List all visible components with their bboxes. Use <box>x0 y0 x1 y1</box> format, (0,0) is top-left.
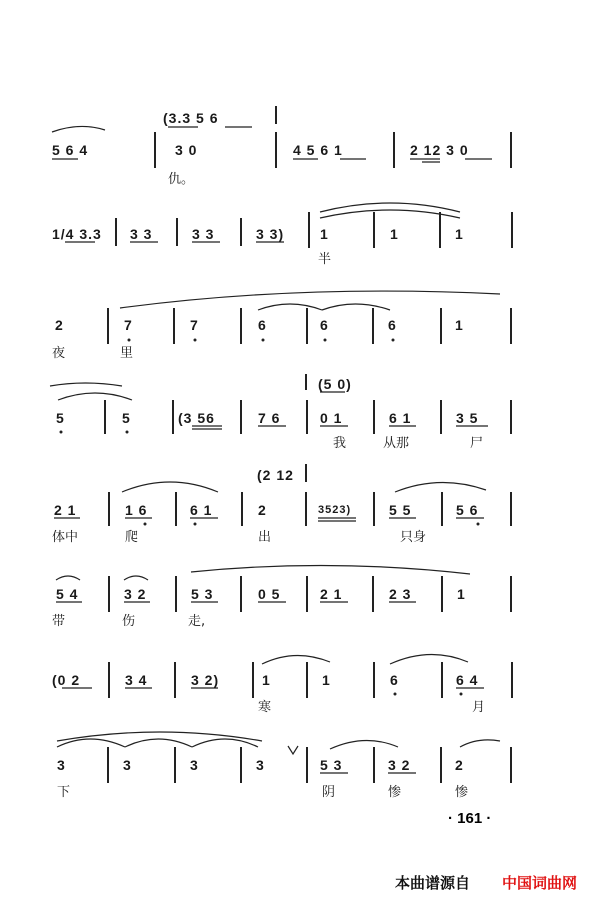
notation-marks <box>0 370 600 460</box>
lyric: 只身 <box>400 530 427 545</box>
note-group: 5 6 <box>456 502 479 518</box>
note-group: 1 <box>457 586 466 602</box>
note-group: 1 <box>262 672 271 688</box>
note-group: 1 <box>455 226 464 242</box>
lyric: 走, <box>188 614 206 629</box>
note-group: 1 <box>390 226 399 242</box>
lyric: 从那 <box>383 436 410 451</box>
note-group: 0 5 <box>258 586 281 602</box>
note-group: (3.3 5 6 <box>163 110 219 126</box>
notation-marks <box>0 280 600 370</box>
note-group: 3 4 <box>125 672 148 688</box>
lyric: 阴 <box>322 785 336 800</box>
notation-marks <box>0 100 600 190</box>
note-group: 2 <box>258 502 267 518</box>
note-group: 2 1 <box>54 502 77 518</box>
note-group: 3 2 <box>388 757 411 773</box>
score-system <box>0 460 600 550</box>
note-group: 3 <box>57 757 66 773</box>
note-group: 3 2 <box>124 586 147 602</box>
footer-source-label: 本曲谱源自 <box>395 874 471 892</box>
note-group: 3 2) <box>191 672 220 688</box>
note-group: 3 3 <box>130 226 153 242</box>
lyric: 寒 <box>258 700 272 715</box>
note-group: 7 <box>124 317 133 333</box>
note-group: 3 <box>123 757 132 773</box>
lyric: 带 <box>52 614 66 629</box>
lyric: 里 <box>120 346 134 361</box>
note-group: 3 0 <box>175 142 198 158</box>
page-number: · 161 · <box>448 810 492 827</box>
note-group: 6 <box>390 672 399 688</box>
note-group: (0 2 <box>52 672 81 688</box>
lyric: 下 <box>57 785 71 800</box>
note-group: 0 1 <box>320 410 343 426</box>
lyric: 惨 <box>388 785 402 800</box>
note-group: 5 4 <box>56 586 79 602</box>
note-group: 1 <box>455 317 464 333</box>
note-group: (5 0) <box>318 376 352 392</box>
notation-marks <box>0 190 600 280</box>
note-group: 1 6 <box>125 502 148 518</box>
note-group: 1 <box>320 226 329 242</box>
note-group: 3 3) <box>256 226 285 242</box>
score-system <box>0 725 600 815</box>
note-group: 6 <box>388 317 397 333</box>
note-group: 6 4 <box>456 672 479 688</box>
lyric: 惨 <box>455 785 469 800</box>
note-group: 2 12 3 0 <box>410 142 469 158</box>
footer-site-name[interactable]: 中国词曲网 <box>502 874 578 892</box>
lyric: 体中 <box>52 530 79 545</box>
score-system <box>0 190 600 280</box>
lyric: 月 <box>472 700 486 715</box>
note-group: 4 5 6 1 <box>293 142 343 158</box>
note-group: 3523) <box>318 504 352 516</box>
score-system <box>0 370 600 460</box>
note-group: 1/4 3.3 <box>52 226 102 242</box>
lyric: 夜 <box>52 346 66 361</box>
note-group: 2 <box>55 317 64 333</box>
lyric: 伤 <box>122 614 136 629</box>
note-group: 3 3 <box>192 226 215 242</box>
score-system <box>0 100 600 190</box>
note-group: 3 <box>190 757 199 773</box>
notation-marks <box>0 550 600 640</box>
note-group: 2 1 <box>320 586 343 602</box>
note-group: 5 3 <box>320 757 343 773</box>
notation-marks <box>0 640 600 730</box>
score-system <box>0 280 600 370</box>
notation-marks <box>0 725 600 815</box>
note-group: 6 <box>320 317 329 333</box>
note-group: 5 5 <box>389 502 412 518</box>
note-group: 7 6 <box>258 410 281 426</box>
lyric: 尸 <box>470 436 484 451</box>
lyric: 半 <box>318 252 332 267</box>
note-group: (2 12 <box>257 467 294 483</box>
note-group: 5 6 4 <box>52 142 89 158</box>
note-group: 7 <box>190 317 199 333</box>
notation-marks <box>0 460 600 550</box>
note-group: (3 56 <box>178 410 215 426</box>
note-group: 2 <box>455 757 464 773</box>
lyric: 我 <box>333 436 347 451</box>
note-group: 5 <box>56 410 65 426</box>
note-group: 2 3 <box>389 586 412 602</box>
note-group: 3 <box>256 757 265 773</box>
score-system <box>0 640 600 730</box>
note-group: 3 5 <box>456 410 479 426</box>
note-group: 5 <box>122 410 131 426</box>
score-system <box>0 550 600 640</box>
lyric: 出 <box>258 530 272 545</box>
note-group: 1 <box>322 672 331 688</box>
lyric: 仇。 <box>168 172 195 187</box>
note-group: 6 <box>258 317 267 333</box>
lyric: 爬 <box>125 530 139 545</box>
note-group: 6 1 <box>389 410 412 426</box>
note-group: 5 3 <box>191 586 214 602</box>
note-group: 6 1 <box>190 502 213 518</box>
